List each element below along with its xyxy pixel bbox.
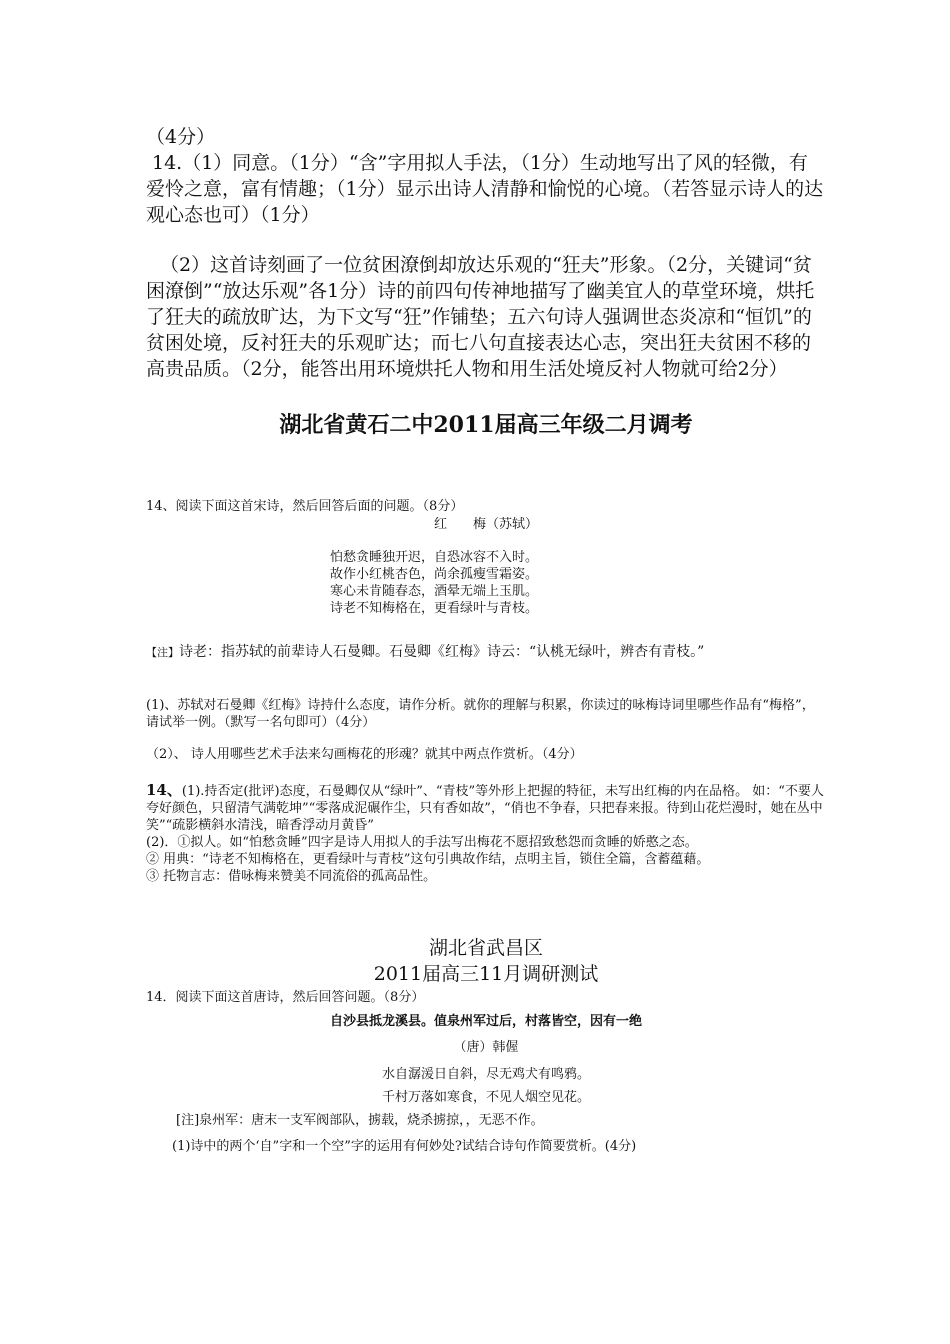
answer-1: 14、(1).持否定(批评)态度，石曼卿仅从“绿叶”、“青枝”等外形上把握的特征，未写出红梅的内在品格。 如：“不要人夸好颜色，只留清气满乾坤”“零落成泥碾作尘，只有香如故”，“俏也不争春，只把春来报。待到山花烂漫时，她在丛中笑”“疏影横斜水清浅，暗香浮动月黄昏” bbox=[146, 781, 824, 833]
section-title-wuchang-2: 2011届高三11月调研测试 bbox=[373, 963, 599, 985]
poem-hongmei bbox=[330, 549, 630, 617]
poem-author: （唐）韩偓 bbox=[453, 1040, 519, 1055]
poem-line: 怕愁贪睡独开迟，自恐冰容不入时。 bbox=[330, 550, 539, 565]
answer-3: ② 用典：“诗老不知梅格在，更看绿叶与青枝”这句引典故作结，点明主旨，锁住全篇，含蓄蕴藉。 bbox=[146, 852, 710, 867]
poem-line: 水自潺湲日自斜，尽无鸡犬有鸣鸦。 bbox=[381, 1067, 590, 1082]
answer-2: (2)．①拟人。如“怕愁贪睡”四字是诗人用拟人的手法写出梅花不愿招致愁怨而贪睡的娇憨之态。 bbox=[146, 835, 698, 850]
poem-line: 诗老不知梅格在，更看绿叶与青枝。 bbox=[330, 601, 539, 616]
poem-title-hongmei: 红 梅（苏轼） bbox=[433, 517, 538, 532]
poem-line: 千村万落如寒食，不见人烟空见花。 bbox=[381, 1090, 590, 1105]
section-title-wuchang-1: 湖北省武昌区 bbox=[428, 937, 543, 959]
sub-question-2: （2）、 诗人用哪些艺术手法来勾画梅花的形魂？就其中两点作赏析。（4分） bbox=[146, 747, 583, 762]
answer-4: ③ 托物言志：借咏梅来赞美不同流俗的孤高品性。 bbox=[146, 869, 437, 884]
answer-14-1: 14.（1）同意。（1分）“含”字用拟人手法，（1分）生动地写出了风的轻微，有爱怜之意，富有情趣；（1分）显示出诗人清静和愉悦的心境。（若答显示诗人的达观心态也可）（1分） bbox=[146, 152, 824, 226]
sub-question-1: (1)、苏轼对石曼卿《红梅》诗持什么态度，请作分析。就你的理解与积累，你读过的咏梅诗词里哪些作品有“梅格”，请试举一例。（默写一名句即可）（4分） bbox=[146, 698, 815, 730]
question-14-prompt-2: 14．阅读下面这首唐诗，然后回答问题。（8分） bbox=[146, 990, 425, 1005]
answer-14-2: （2）这首诗刻画了一位贫困潦倒却放达乐观的“狂夫”形象。（2分，关键词“贫困潦倒”“放达乐观”各1分）诗的前四句传神地描写了幽美宜人的草堂环境，烘托了狂夫的疏放旷达，为下文写“狂”作铺垫；五六句诗人强调世态炎凉和“恒饥”的贫困处境，反衬狂夫的乐观旷达；而七八句直接表达心志，突出狂夫贫困不移的高贵品质。（2分，能答出用环境烘托人物和用生活处境反衬人物就可给2分） bbox=[146, 254, 815, 380]
note-line bbox=[146, 643, 826, 662]
score-line: （4分） bbox=[146, 126, 216, 148]
poem-title-2: 自沙县抵龙溪县。值泉州军过后，村落皆空，因有一绝 bbox=[329, 1014, 642, 1029]
poem-line: 故作小红桃杏色，尚余孤瘦雪霜姿。 bbox=[330, 567, 539, 582]
section-title-huangshi: 湖北省黄石二中2011届高三年级二月调考 bbox=[279, 412, 693, 438]
note-text: 诗老：指苏轼的前辈诗人石曼卿。石曼卿《红梅》诗云：“认桃无绿叶，辨杏有青枝。” bbox=[179, 644, 705, 660]
answer-number: 14、 bbox=[146, 781, 182, 799]
note-2: [注]泉州军：唐末一支军阀部队，掳载，烧杀掳掠，，无恶不作。 bbox=[176, 1113, 544, 1128]
question-14-prompt: 14、阅读下面这首宋诗，然后回答后面的问题。（8分） bbox=[146, 499, 464, 514]
poem-2 bbox=[146, 1063, 826, 1109]
answer-block bbox=[146, 782, 826, 885]
sub-question-3: (1)诗中的两个‘自”字和一个空”字的运用有何妙处?试结合诗句作简要赏析。(4分) bbox=[172, 1139, 637, 1154]
note-tag: 【注】 bbox=[146, 646, 179, 659]
poem-line: 寒心未肯随春态，酒晕无端上玉肌。 bbox=[330, 584, 539, 599]
